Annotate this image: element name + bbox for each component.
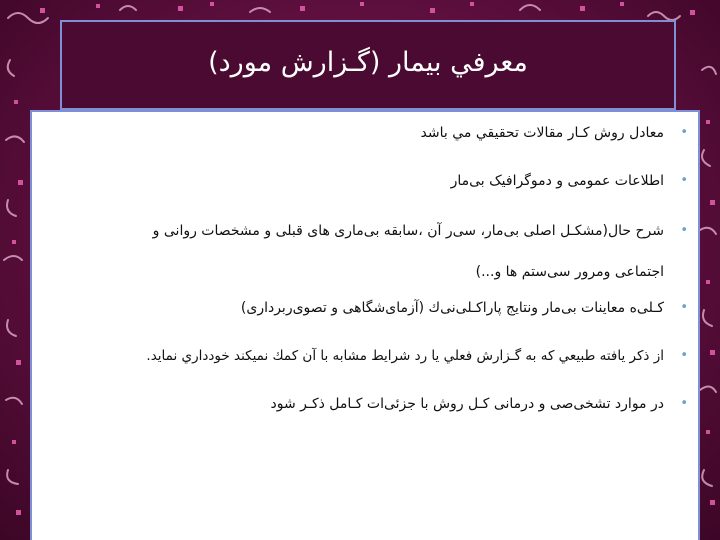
bullet-item xyxy=(241,291,686,325)
slide-title: معرفي بيمار (گـزارش مورد) xyxy=(208,46,528,78)
bullet-dot-icon: • xyxy=(680,348,688,363)
bullet-item xyxy=(153,214,686,248)
bullet-text: اطلاعات عمومی و دموگرافيک بی‌مار xyxy=(450,173,664,189)
bullet-continuation xyxy=(476,255,686,289)
title-box xyxy=(60,20,676,110)
bullet-dot-icon: • xyxy=(680,300,688,315)
bullet-text: اجتماعی ومرور سی‌ستم ها و...) xyxy=(475,264,664,280)
content-box xyxy=(30,110,700,540)
bullet-text: در موارد تشخی‌صی و درمانی كـل روش با جزئی‌ات كـامل ذكـر شود xyxy=(270,396,664,412)
bullet-text: شرح حال(مشكـل اصلی بی‌مار، سی‌ر آن ،سابقه بی‌ماری های قبلی و مشخصات روانی و xyxy=(152,223,664,239)
bullet-item xyxy=(421,116,686,150)
bullet-dot-icon: • xyxy=(680,396,688,411)
bullet-text: كـلی‌ه معاینات بی‌مار ونتایج پاراكـلی‌نی‌ك (آزمای‌شگاهی و تصوی‌ربرداری) xyxy=(240,300,664,316)
bullet-item xyxy=(270,387,686,421)
bullet-item xyxy=(451,164,686,198)
bullet-dot-icon: • xyxy=(680,173,688,188)
bullet-dot-icon: • xyxy=(680,223,688,238)
bullet-text: از ذكر يافته طبيعي كه به گـزارش فعلي يا رد شرايط مشابه با آن كمك نميكند خودداري نمايد. xyxy=(146,348,664,364)
bullet-text: معادل روش كـار مقالات تحقيقي مي باشد xyxy=(420,125,664,141)
bullet-dot-icon: • xyxy=(680,125,688,140)
bullet-item xyxy=(146,339,686,373)
